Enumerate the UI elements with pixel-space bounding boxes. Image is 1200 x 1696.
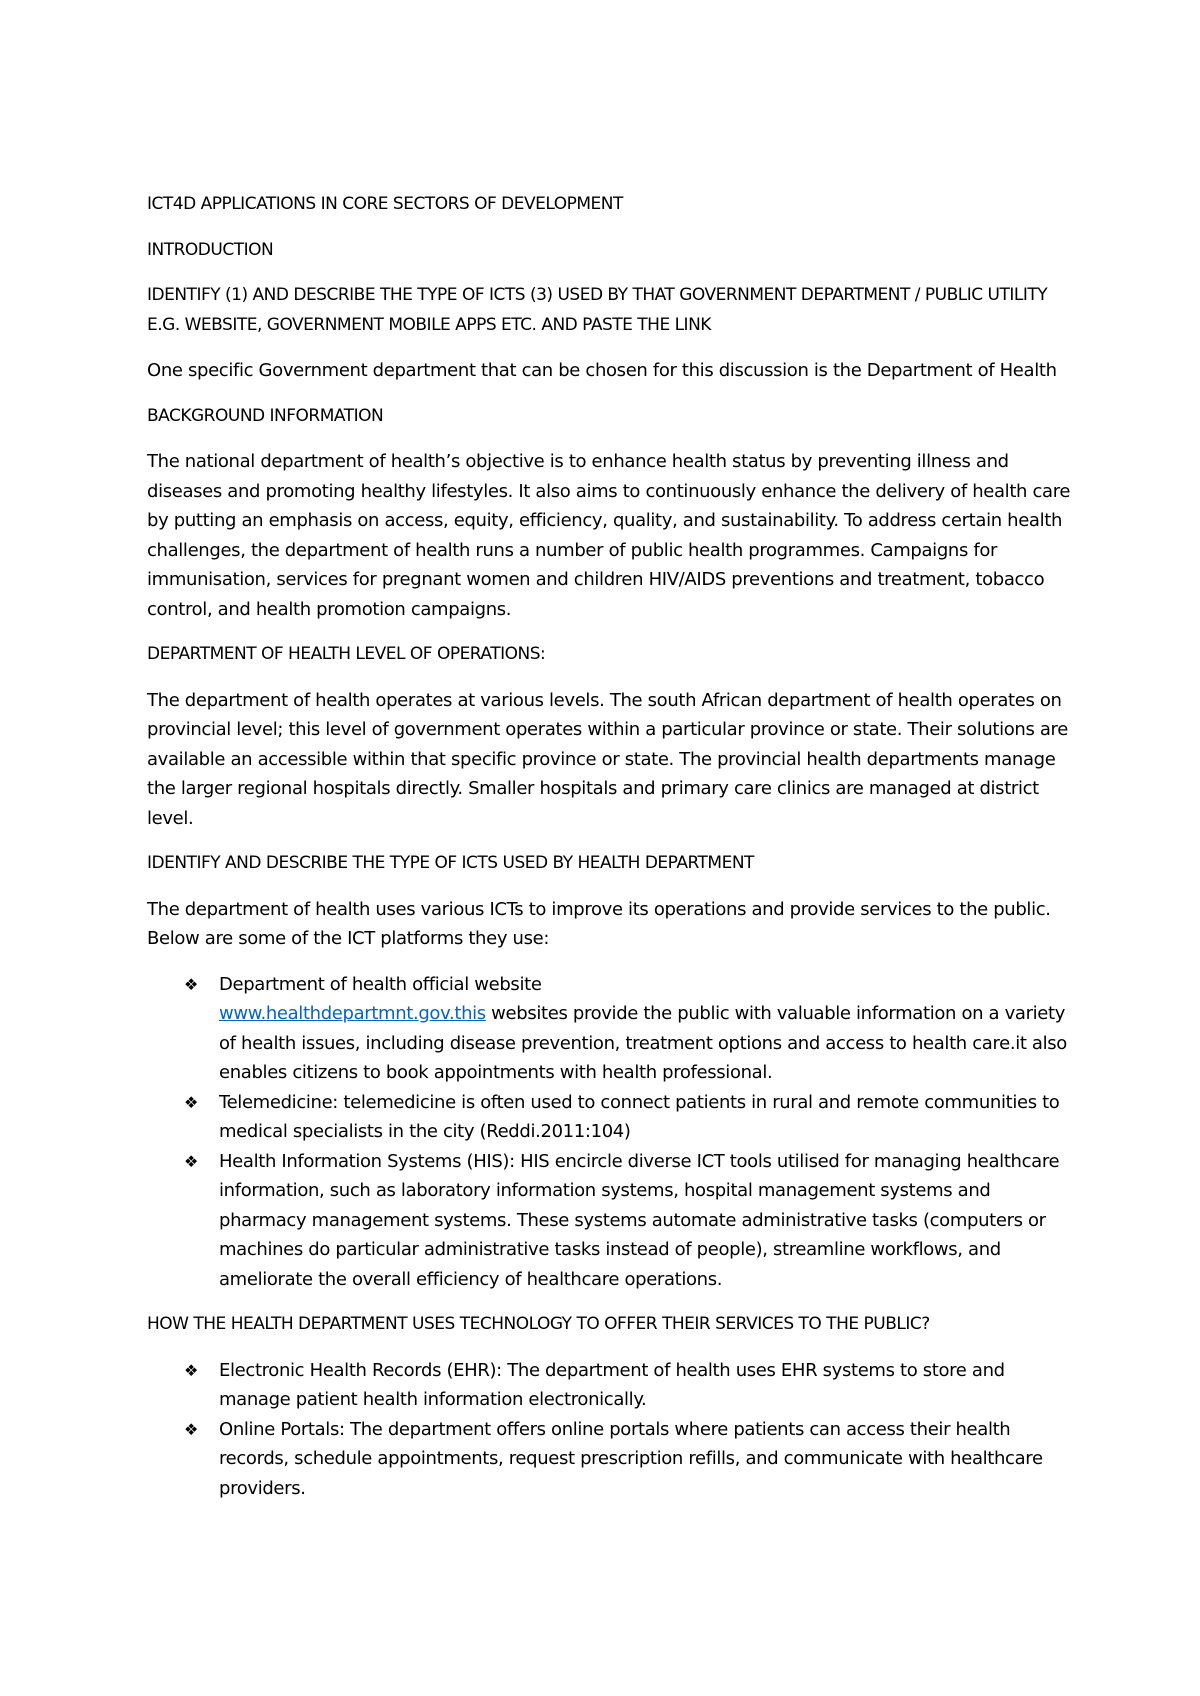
list-item-online-portals [147,1415,1077,1504]
ehr-text: Electronic Health Records (EHR): The department of health uses EHR systems to store and manage patient health information electronically. [219,1359,1005,1410]
list-item-website [147,970,1077,1088]
background-heading: BACKGROUND INFORMATION [147,405,384,426]
icts-heading: IDENTIFY AND DESCRIBE THE TYPE OF ICTS USED BY HEALTH DEPARTMENT [147,853,754,873]
list-item-ehr [147,1356,1077,1415]
diamond-bullet-icon: ❖ [184,1419,198,1439]
chosen-department-paragraph: One specific Government department that can be chosen for this discussion is the Department of Health [147,360,1057,381]
levels-paragraph: The department of health operates at various levels. The south African department of health operates on provincial level; this level of government operates within a particular province or state. Their solutions are available an accessible within that specific province or state. The provincial health departments manage the larger regional hospitals directly. Smaller hospitals and primary care clinics are managed at district level. [147,689,1068,829]
list-item-his [147,1147,1077,1295]
diamond-bullet-icon: ❖ [184,1151,198,1171]
telemedicine-text: Telemedicine: telemedicine is often used to connect patients in rural and remote communities to medical specialists in the city (Reddi.2011:104) [219,1091,1060,1142]
task-heading: IDENTIFY (1) AND DESCRIBE THE TYPE OF ICTS (3) USED BY THAT GOVERNMENT DEPARTMENT / PUBLIC UTILITY E.G. WEBSITE, GOVERNMENT MOBILE APPS ETC. AND PASTE THE LINK [147,285,1048,335]
list-item-telemedicine [147,1088,1077,1147]
diamond-bullet-icon: ❖ [184,1360,198,1380]
services-heading: HOW THE HEALTH DEPARTMENT USES TECHNOLOGY TO OFFER THEIR SERVICES TO THE PUBLIC? [147,1314,930,1334]
diamond-bullet-icon: ❖ [184,974,198,994]
icts-intro-paragraph: The department of health uses various ICTs to improve its operations and provide services to the public. Below are some of the ICT platforms they use: [147,898,1051,949]
website-description: websites provide the public with valuable information on a variety of health issues, including disease prevention, treatment options and access to health care.it also enables citizens to book appointments with health professional. [219,1003,1067,1083]
online-portals-text: Online Portals: The department offers online portals where patients can access their health records, schedule appointments, request prescription refills, and communicate with healthcare providers. [219,1418,1043,1499]
introduction-heading: INTRODUCTION [147,239,274,260]
document-body [147,190,1077,1519]
website-link[interactable]: www.healthdepartmnt.gov.this [219,1003,486,1024]
document-title: ICT4D APPLICATIONS IN CORE SECTORS OF DEVELOPMENT [147,194,623,214]
his-text: Health Information Systems (HIS): HIS encircle diverse ICT tools utilised for managing healthcare information, such as laboratory information systems, hospital management systems and pharmacy management systems. These systems automate administrative tasks (computers or machines do particular administrative tasks instead of people), streamline workflows, and ameliorate the overall efficiency of healthcare operations. [219,1150,1060,1290]
diamond-bullet-icon: ❖ [184,1092,198,1112]
website-label: Department of health official website [219,973,542,995]
icts-list [147,970,1077,1295]
background-paragraph: The national department of health’s objective is to enhance health status by preventing illness and diseases and promoting healthy lifestyles. It also aims to continuously enhance the delivery of health care by putting an emphasis on access, equity, efficiency, quality, and sustainability. To address certain health challenges, the department of health runs a number of public health programmes. Campaigns for immunisation, services for pregnant women and children HIV/AIDS preventions and treatment, tobacco control, and health promotion campaigns. [147,451,1071,620]
services-list [147,1356,1077,1504]
levels-heading: DEPARTMENT OF HEALTH LEVEL OF OPERATIONS: [147,644,546,664]
